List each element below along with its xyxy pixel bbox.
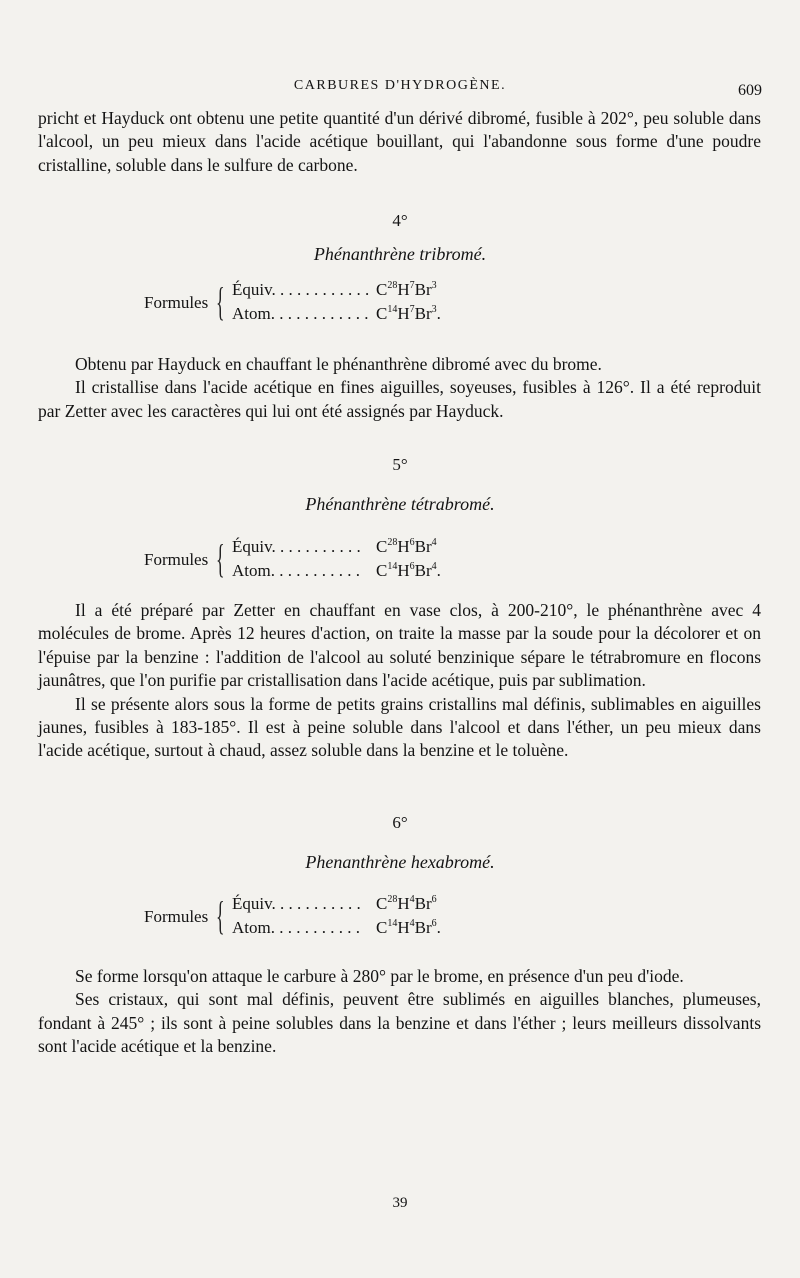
formula-value-atom: $C^{14}H^6Br^4$.	[376, 561, 441, 580]
section-title: Phenanthrène hexabromé.	[305, 852, 495, 872]
formula-value-equiv: $C^{28}H^6Br^4$	[376, 537, 437, 556]
formula-row-atom: Atom. . . . . . . . . . .	[232, 918, 360, 937]
section-number: 6°	[392, 813, 408, 832]
section-number: 5°	[392, 455, 408, 474]
running-title: CARBURES D'HYDROGÈNE.	[293, 78, 507, 93]
brace-glyph: {	[216, 893, 225, 938]
page-header	[0, 78, 800, 98]
formula-row-equiv: Équiv. . . . . . . . . . .	[232, 894, 361, 913]
formula-row-equiv: Équiv. . . . . . . . . . .	[232, 537, 361, 556]
formula-value-equiv: $C^{28}H^7Br^3$	[376, 280, 437, 299]
formula-block	[144, 894, 544, 944]
formula-label: Formules	[144, 293, 209, 312]
body-paragraph: Il cristallise dans l'acide acétique en fines aiguilles, soyeuses, fusibles à 126°. Il a été reproduit par Zetter avec les caractères qui lui ont été assignés par Hayduck.	[38, 377, 761, 421]
formula-label: Formules	[144, 550, 209, 569]
brace-glyph: {	[216, 279, 225, 324]
signature-mark: 39	[392, 1195, 408, 1211]
section-title: Phénanthrène tétrabromé.	[305, 494, 495, 514]
formula-label: Formules	[144, 907, 209, 926]
formula-block	[144, 280, 544, 330]
page-number: 609	[738, 82, 762, 99]
section-body	[38, 599, 761, 763]
section-number: 4°	[392, 211, 408, 230]
formula-value-atom: $C^{14}H^4Br^6$.	[376, 918, 441, 937]
formula-row-atom: Atom. . . . . . . . . . . .	[232, 304, 369, 323]
section-body	[38, 353, 761, 423]
formula-value-atom: $C^{14}H^7Br^3$.	[376, 304, 441, 323]
brace-glyph: {	[216, 536, 225, 581]
body-paragraph: Il a été préparé par Zetter en chauffant en vase clos, à 200-210°, le phénanthrène avec 4 molécules de brome. Après 12 heures d'action, on traite la masse par la soude pour la décolorer et on l'épuise par la benzine : l'addition de l'alcool au soluté benzinique sépare le tétrabromure en flocons jaunâtres, que l'on purifie par cristallisation dans l'acide acétique, puis par sublimation.	[38, 600, 761, 691]
section-body	[38, 965, 761, 1059]
body-paragraph: Se forme lorsqu'on attaque le carbure à 280° par le brome, en présence d'un peu d'iode.	[75, 966, 684, 986]
body-paragraph: Obtenu par Hayduck en chauffant le phénanthrène dibromé avec du brome.	[75, 354, 602, 374]
intro-paragraph: pricht et Hayduck ont obtenu une petite quantité d'un dérivé dibromé, fusible à 202°, peu soluble dans l'alcool, un peu mieux dans l'acide acétique bouillant, qui l'abandonne sous forme d'une poudre cristalline, soluble dans le sulfure de carbone.	[38, 108, 761, 175]
formula-block	[144, 537, 544, 587]
intro-block	[38, 107, 761, 177]
formula-row-equiv: Équiv. . . . . . . . . . . .	[232, 280, 370, 299]
formula-row-atom: Atom. . . . . . . . . . .	[232, 561, 360, 580]
body-paragraph: Ses cristaux, qui sont mal définis, peuvent être sublimés en aiguilles blanches, plumeuses, fondant à 245° ; ils sont à peine solubles dans la benzine et dans l'éther ; leurs meilleurs dissolvants sont l'acide acétique et la benzine.	[38, 989, 761, 1057]
body-paragraph: Il se présente alors sous la forme de petits grains cristallins mal définis, sublimables en aiguilles jaunes, fusibles à 183-185°. Il est à peine soluble dans l'alcool et dans l'éther, un peu mieux dans l'acide acétique, surtout à chaud, assez soluble dans la benzine et le toluène.	[38, 693, 761, 761]
section-title: Phénanthrène tribromé.	[313, 244, 487, 264]
formula-value-equiv: $C^{28}H^4Br^6$	[376, 894, 437, 913]
